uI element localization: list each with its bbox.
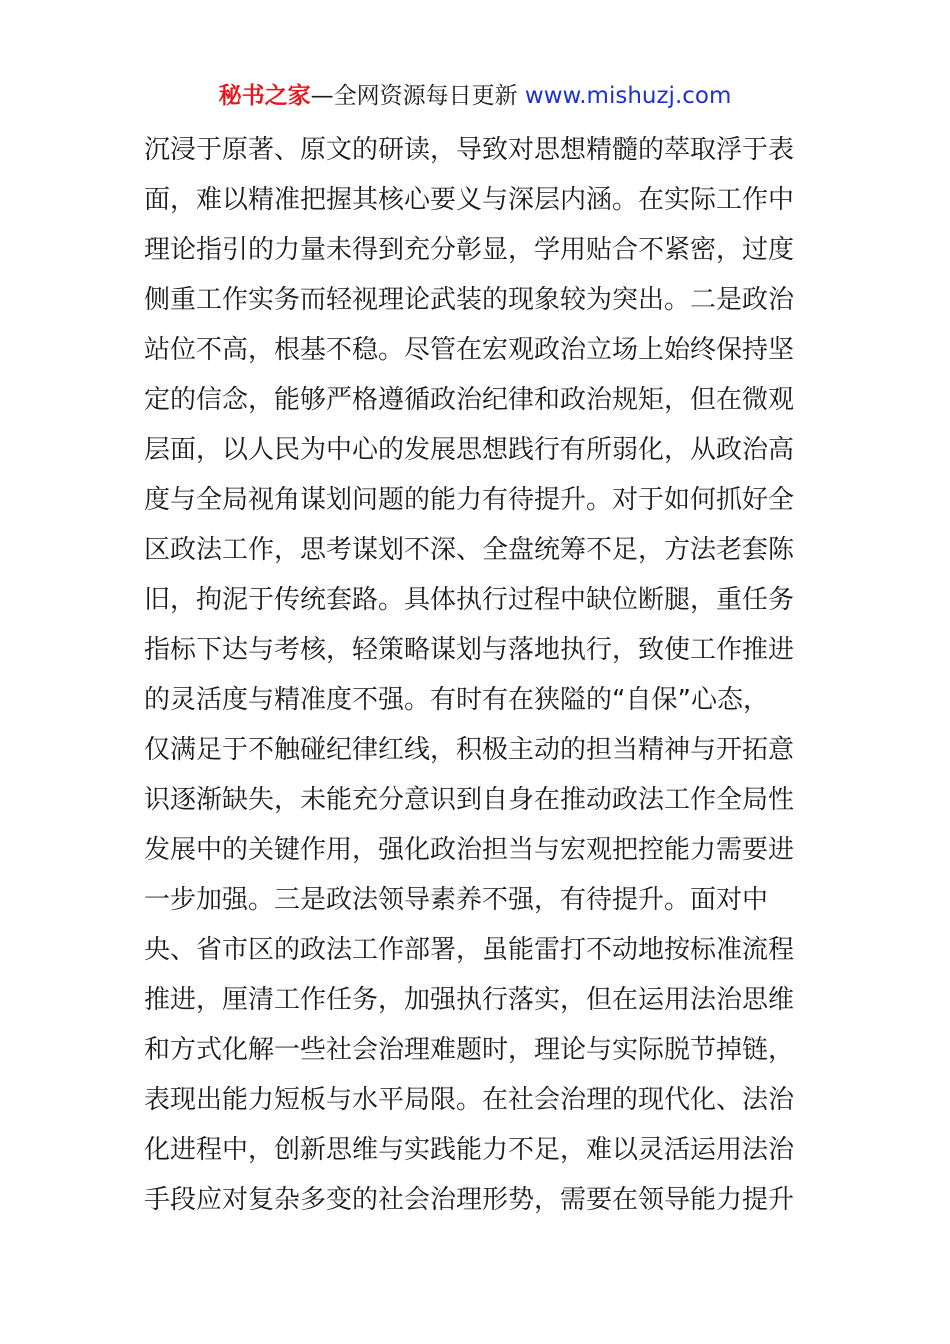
page-header	[0, 80, 950, 112]
text-line: 发展中的关键作用，强化政治担当与宏观把控能力需要进	[144, 835, 795, 865]
text-line: 识逐渐缺失，未能充分意识到自身在推动政法工作全局性	[144, 785, 795, 815]
text-line: 层面，以人民为中心的发展思想践行有所弱化，从政治高	[144, 435, 795, 465]
header-brand: 秘书之家	[218, 83, 311, 109]
text-line: 表现出能力短板与水平局限。在社会治理的现代化、法治	[144, 1085, 795, 1115]
text-line: 侧重工作实务而轻视理论武装的现象较为突出。二是政治	[144, 285, 795, 315]
header-tagline: —全网资源每日更新	[310, 83, 518, 109]
header-site-link[interactable]: www.mishuzj.com	[524, 83, 732, 109]
text-line: 化进程中，创新思维与实践能力不足，难以灵活运用法治	[144, 1135, 795, 1165]
text-line: 仅满足于不触碰纪律红线，积极主动的担当精神与开拓意	[144, 735, 795, 765]
text-line: 手段应对复杂多变的社会治理形势，需要在领导能力提升	[144, 1185, 795, 1215]
text-line: 沉浸于原著、原文的研读，导致对思想精髓的萃取浮于表	[144, 135, 795, 165]
body-paragraph	[144, 125, 814, 1225]
text-line: 理论指引的力量未得到充分彰显，学用贴合不紧密，过度	[144, 235, 795, 265]
text-line: 区政法工作，思考谋划不深、全盘统筹不足，方法老套陈	[144, 535, 795, 565]
text-line: 定的信念，能够严格遵循政治纪律和政治规矩，但在微观	[144, 385, 795, 415]
text-line: 站位不高，根基不稳。尽管在宏观政治立场上始终保持坚	[144, 335, 795, 365]
text-line: 面，难以精准把握其核心要义与深层内涵。在实际工作中	[144, 185, 795, 215]
text-line: 指标下达与考核，轻策略谋划与落地执行，致使工作推进	[144, 635, 795, 665]
text-line: 和方式化解一些社会治理难题时，理论与实际脱节掉链，	[144, 1035, 795, 1065]
text-line: 度与全局视角谋划问题的能力有待提升。对于如何抓好全	[144, 485, 795, 515]
text-line: 旧，拘泥于传统套路。具体执行过程中缺位断腿，重任务	[144, 585, 795, 615]
text-line: 推进，厘清工作任务，加强执行落实，但在运用法治思维	[144, 985, 795, 1015]
text-line: 央、省市区的政法工作部署，虽能雷打不动地按标准流程	[144, 935, 795, 965]
text-line: 的灵活度与精准度不强。有时有在狭隘的“自保”心态，	[144, 685, 769, 715]
text-line: 一步加强。三是政法领导素养不强，有待提升。面对中	[144, 885, 769, 915]
